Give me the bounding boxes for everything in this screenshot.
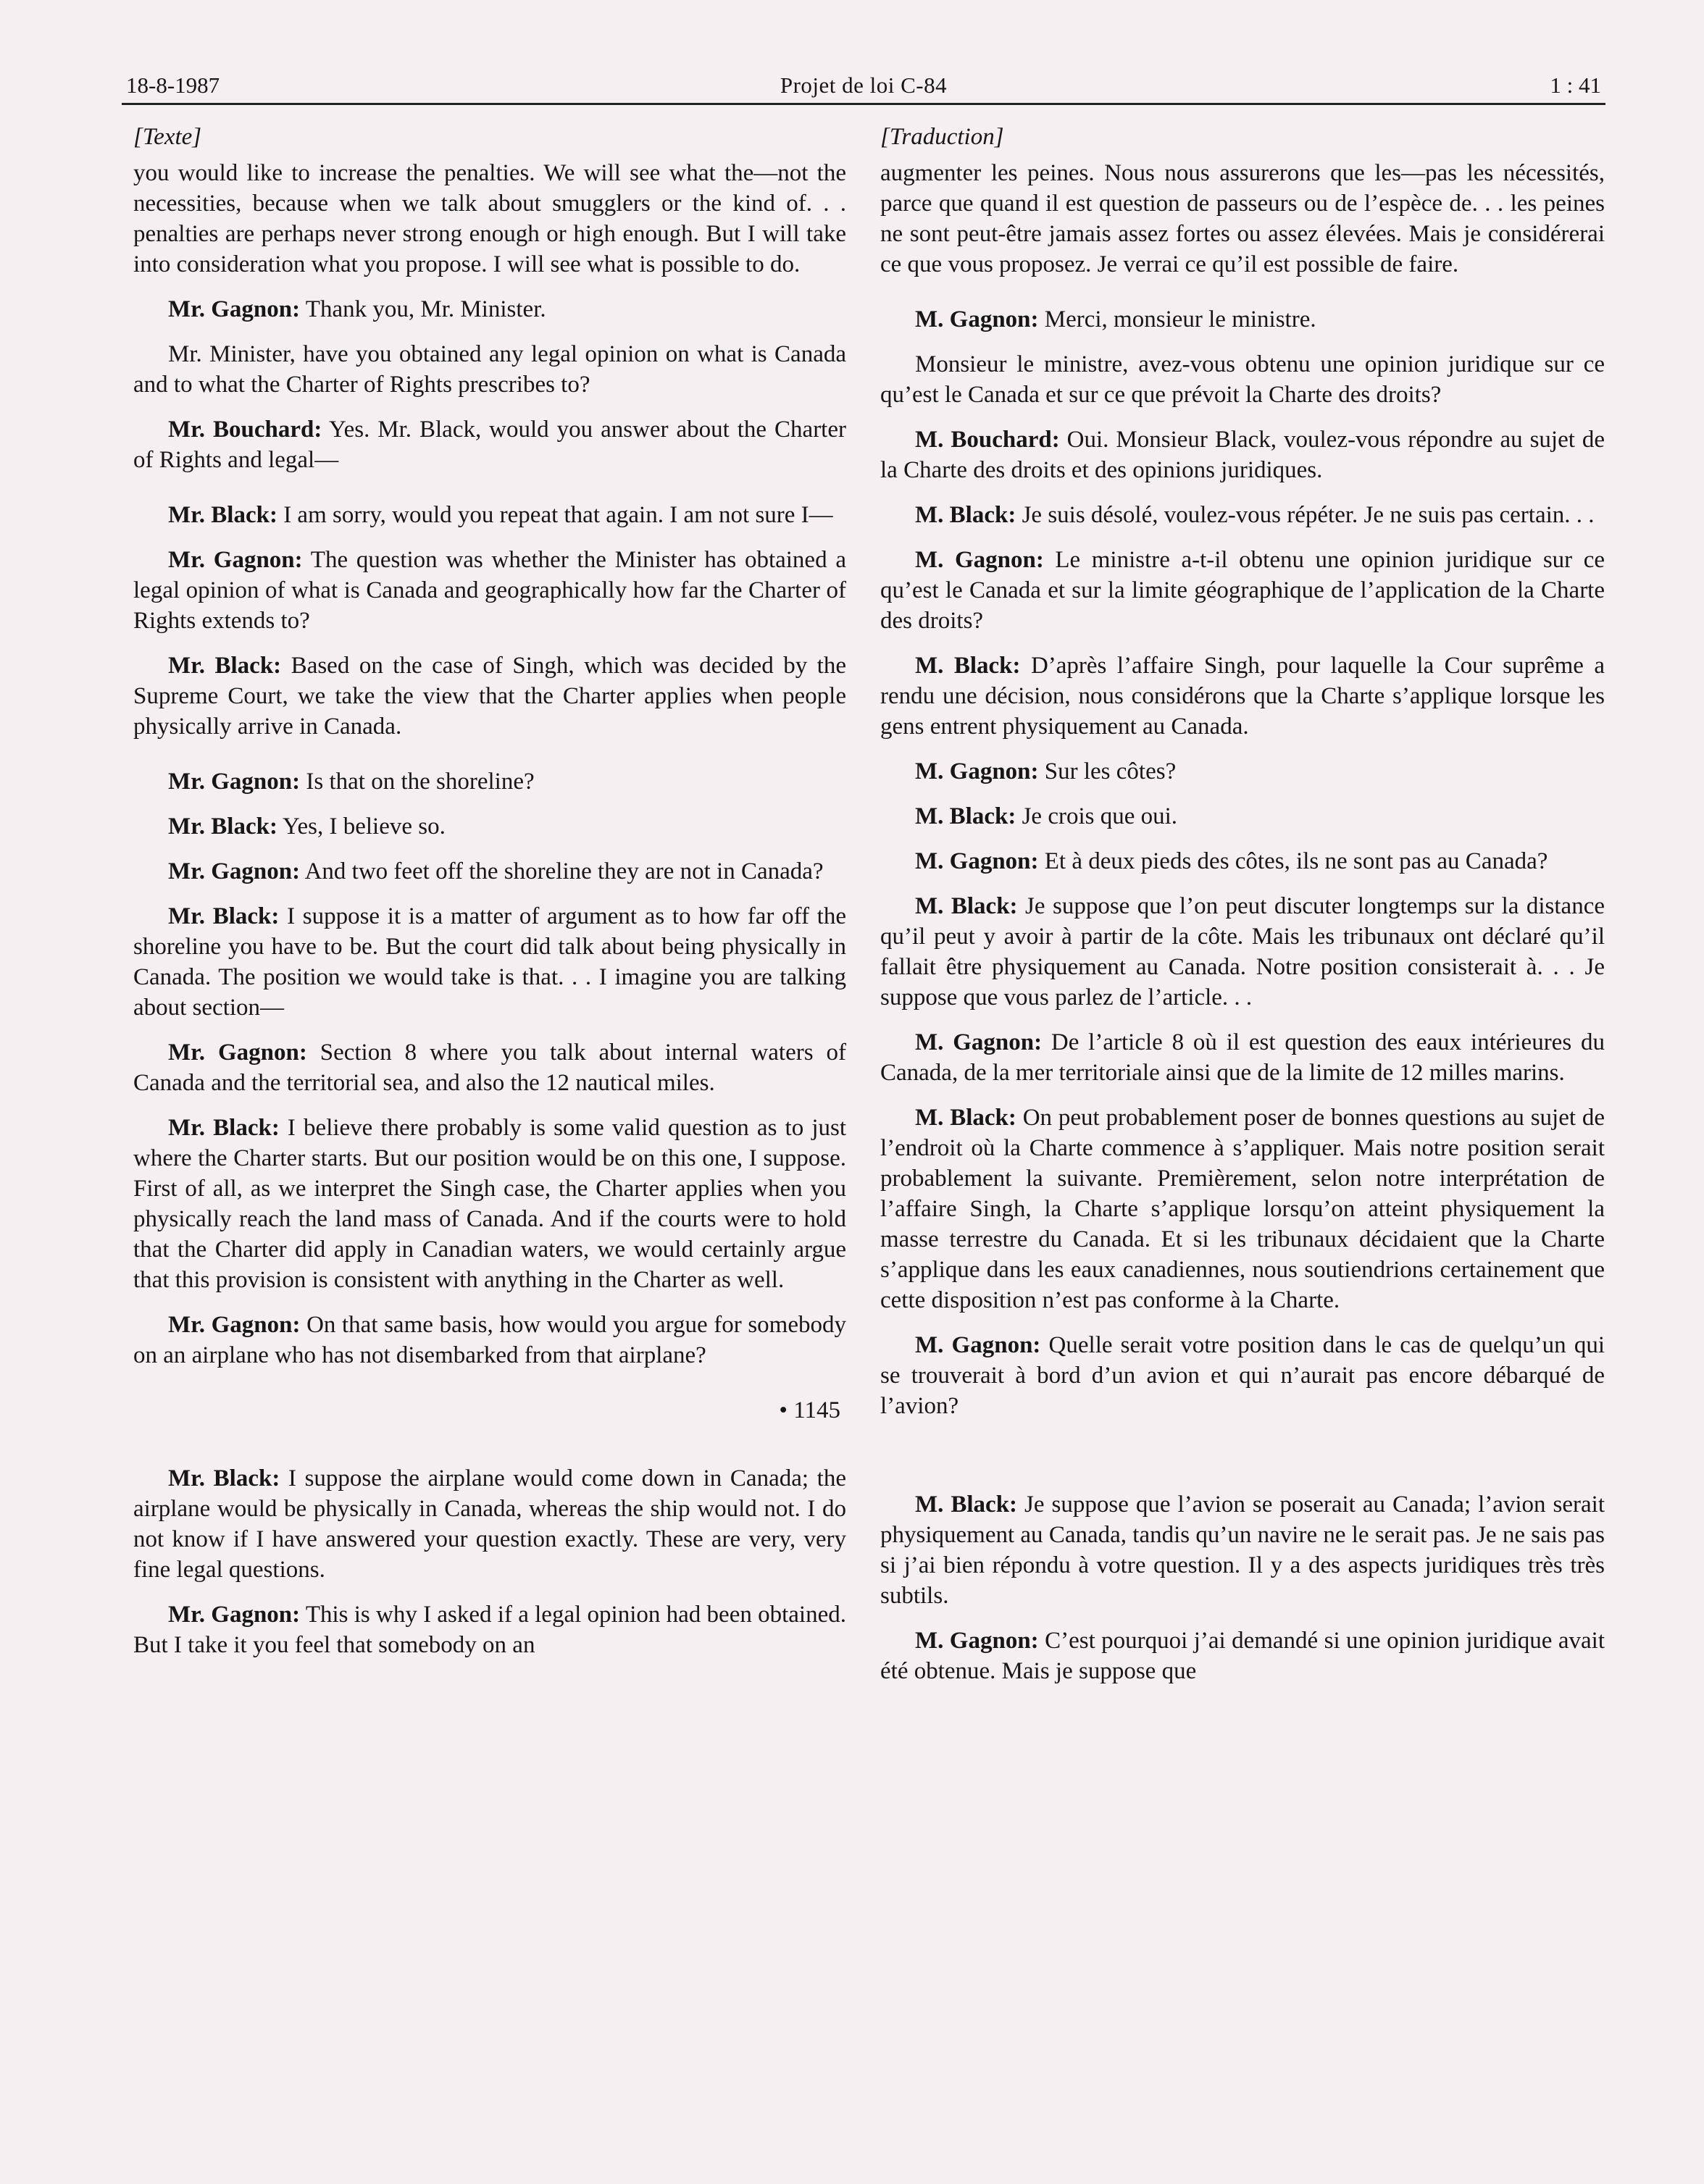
- speech-text: Je suppose que l’on peut discuter longtemps sur la distance qu’il peut y avoir à partir de la côte. Mais les tribunaux ont déclaré qu’il fallait être physiquement au Canada. Notre position consisterait à. . . Je suppose que vous parlez de l’article. . .: [880, 893, 1605, 1011]
- speaker-name: Mr. Black:: [168, 1465, 280, 1491]
- paragraph: Mr. Minister, have you obtained any legal opinion on what is Canada and to what the Charter of Rights prescribes to?: [133, 341, 846, 398]
- speaker-name: M. Gagnon:: [915, 848, 1039, 874]
- speech-text: Merci, monsieur le ministre.: [1038, 306, 1316, 332]
- paragraph: [133, 294, 846, 325]
- paragraph: [880, 1103, 1605, 1315]
- speaker-name: M. Black:: [915, 893, 1018, 919]
- paragraph: [133, 1310, 846, 1371]
- speaker-name: M. Gagnon:: [915, 1628, 1039, 1654]
- speaker-name: M. Gagnon:: [915, 1332, 1041, 1358]
- speech-text: I am sorry, would you repeat that again. I am not sure I—: [277, 502, 833, 528]
- english-column: [133, 109, 846, 2141]
- header-title: Projet de loi C-84: [780, 72, 948, 98]
- speaker-name: Mr. Bouchard:: [168, 417, 322, 443]
- speech-text: I believe there probably is some valid question as to just where the Charter starts. But our position would be on this one, I suppose. First of all, as we interpret the Singh case, the Charter applies when you physically reach the land mass of Canada. And if the courts were to hold that the Charter did apply in Canadian waters, we would certainly argue that this provision is consistent with anything in the Charter as well.: [133, 1115, 846, 1293]
- speech-text: Yes, I believe so.: [277, 813, 446, 840]
- speech-text: On that same basis, how would you argue for somebody on an airplane who has not disembarked from that airplane?: [133, 1312, 846, 1368]
- speech-text: This is why I asked if a legal opinion had been obtained. But I take it you feel that somebody on an: [133, 1602, 846, 1658]
- speech-text: Yes. Mr. Black, would you answer about the Charter of Rights and legal—: [133, 417, 846, 473]
- speaker-name: Mr. Black:: [168, 502, 277, 528]
- time-marker: • 1145: [779, 1397, 840, 1423]
- speaker-name: Mr. Gagnon:: [168, 1602, 301, 1628]
- speech-text: Le ministre a-t-il obtenu une opinion juridique sur ce qu’est le Canada et sur la limite géographique de l’application de la Charte des droits?: [880, 547, 1605, 634]
- column-spacer: [880, 1436, 1605, 1489]
- speaker-name: Mr. Black:: [168, 1115, 280, 1141]
- paragraph: [133, 766, 846, 797]
- speech-text: Et à deux pieds des côtes, ils ne sont pas au Canada?: [1038, 848, 1548, 874]
- paragraph: [880, 846, 1605, 876]
- paragraph: augmenter les peines. Nous nous assurerons que les—pas les nécessités, parce que quand il est question de passeurs ou de l’espèce de. . . les peines ne sont peut-être jamais assez fortes ou assez élevées. Mais je considérerai ce que vous proposez. Je verrai ce qu’il est possible de faire.: [880, 160, 1605, 277]
- speech-text: D’après l’affaire Singh, pour laquelle la Cour suprême a rendu une décision, nous considérons que la Charte s’applique lorsque les gens entrent physiquement au Canada.: [880, 653, 1605, 740]
- paragraph: [880, 1330, 1605, 1421]
- speech-text: Based on the case of Singh, which was decided by the Supreme Court, we take the view that the Charter applies when people physically arrive in Canada.: [133, 653, 847, 740]
- speech-text: Je suppose que l’avion se poserait au Canada; l’avion serait physiquement au Canada, tandis qu’un navire ne le serait pas. Je ne sais pas si j’ai bien répondu à votre question. Il y a des aspects juridiques très très subtils.: [880, 1491, 1605, 1609]
- speaker-name: M. Black:: [915, 803, 1016, 829]
- speaker-name: M. Gagnon:: [915, 306, 1039, 332]
- speaker-name: M. Black:: [915, 653, 1021, 679]
- paragraph: [880, 424, 1605, 485]
- paragraph: [880, 1626, 1605, 1686]
- speech-text: Je suis désolé, voulez-vous répéter. Je ne suis pas certain. . .: [1016, 502, 1595, 528]
- paragraph: [880, 545, 1605, 636]
- language-label-traduction: [Traduction]: [880, 124, 1004, 150]
- paragraph: [133, 545, 846, 636]
- speaker-name: M. Gagnon:: [915, 547, 1044, 573]
- speech-text: The question was whether the Minister has obtained a legal opinion of what is Canada and geographically how far the Charter of Rights extends to?: [133, 547, 846, 634]
- speaker-name: Mr. Gagnon:: [168, 1312, 301, 1338]
- paragraph: [133, 811, 846, 842]
- speaker-name: M. Black:: [915, 1491, 1018, 1518]
- speaker-name: Mr. Black:: [168, 903, 280, 929]
- paragraph: [880, 756, 1605, 787]
- speaker-name: Mr. Gagnon:: [168, 769, 301, 795]
- speech-text: Je crois que oui.: [1016, 803, 1178, 829]
- paragraph: [133, 856, 846, 887]
- speaker-name: Mr. Gagnon:: [168, 858, 301, 884]
- paragraph: [880, 500, 1605, 530]
- paragraph: [880, 304, 1605, 335]
- paragraph: [880, 1489, 1605, 1611]
- speaker-name: M. Black:: [915, 1105, 1016, 1131]
- paragraph: [133, 1599, 846, 1660]
- header-page-number: 1 : 41: [1550, 72, 1601, 98]
- speech-text: De l’article 8 où il est question des eaux intérieures du Canada, de la mer territoriale ainsi que de la limite de 12 milles marins.: [880, 1029, 1605, 1086]
- paragraph: [133, 650, 846, 742]
- paragraph: [880, 891, 1605, 1013]
- paragraph: [133, 414, 846, 475]
- paragraph: [133, 901, 846, 1023]
- speaker-name: Mr. Gagnon:: [168, 296, 301, 322]
- speaker-name: M. Gagnon:: [915, 758, 1039, 785]
- speech-text: I suppose it is a matter of argument as to how far off the shoreline you have to be. But the court did talk about being physically in Canada. The position we would take is that. . . I imagine you are talking about section—: [133, 903, 846, 1021]
- paragraph: [133, 500, 846, 530]
- speaker-name: M. Bouchard:: [915, 427, 1060, 453]
- speaker-name: Mr. Black:: [168, 813, 277, 840]
- speech-text: Is that on the shoreline?: [300, 769, 535, 795]
- paragraph: [133, 1113, 846, 1295]
- french-column: [880, 109, 1605, 2141]
- speech-text: Section 8 where you talk about internal waters of Canada and the territorial sea, and also the 12 nautical miles.: [133, 1039, 846, 1096]
- speech-text: C’est pourquoi j’ai demandé si une opinion juridique avait été obtenue. Mais je suppose que: [880, 1628, 1605, 1684]
- paragraph: [133, 1037, 846, 1098]
- paragraph: you would like to increase the penalties. We will see what the—not the necessities, because when we talk about smugglers or the kind of. . . penalties are perhaps never strong enough or high enough. But I will take into consideration what you propose. I will see what is possible to do.: [133, 160, 846, 277]
- paragraph: [880, 801, 1605, 832]
- speaker-name: Mr. Gagnon:: [168, 1039, 307, 1066]
- speech-text: Thank you, Mr. Minister.: [300, 296, 546, 322]
- paragraph: [880, 650, 1605, 742]
- speaker-name: Mr. Black:: [168, 653, 282, 679]
- speaker-name: M. Gagnon:: [915, 1029, 1043, 1055]
- speaker-name: M. Black:: [915, 502, 1016, 528]
- speech-text: Quelle serait votre position dans le cas de quelqu’un qui se trouverait à bord d’un avion et qui n’aurait pas encore débarqué de l’avion?: [880, 1332, 1605, 1419]
- speech-text: Sur les côtes?: [1038, 758, 1177, 785]
- paragraph: [880, 1027, 1605, 1088]
- speaker-name: Mr. Gagnon:: [168, 547, 303, 573]
- paragraph: Monsieur le ministre, avez-vous obtenu une opinion juridique sur ce qu’est le Canada et sur ce que prévoit la Charte des droits?: [880, 351, 1605, 408]
- speech-text: On peut probablement poser de bonnes questions au sujet de l’endroit où la Charte commence à s’appliquer. Mais notre position serait probablement la suivante. Premièrement, selon notre interprétation de l’affaire Singh, la Charte s’applique lorsqu’on atteint physiquement la masse terrestre du Canada. Et si les tribunaux décidaient que la Charte s’applique dans les eaux canadiennes, nous soutiendrions certainement que cette disposition n’est pas conforme à la Charte.: [880, 1105, 1605, 1313]
- speech-text: I suppose the airplane would come down in Canada; the airplane would be physically in Canada, whereas the ship would not. I do not know if I have answered your question exactly. These are very, very fine legal questions.: [133, 1465, 846, 1583]
- speech-text: Oui. Monsieur Black, voulez-vous répondre au sujet de la Charte des droits et des opinions juridiques.: [880, 427, 1605, 483]
- language-label-texte: [Texte]: [133, 124, 202, 150]
- header-date: 18-8-1987: [126, 72, 220, 98]
- paragraph: [133, 1463, 846, 1585]
- running-header: [122, 59, 1605, 105]
- speech-text: And two feet off the shoreline they are not in Canada?: [300, 858, 824, 884]
